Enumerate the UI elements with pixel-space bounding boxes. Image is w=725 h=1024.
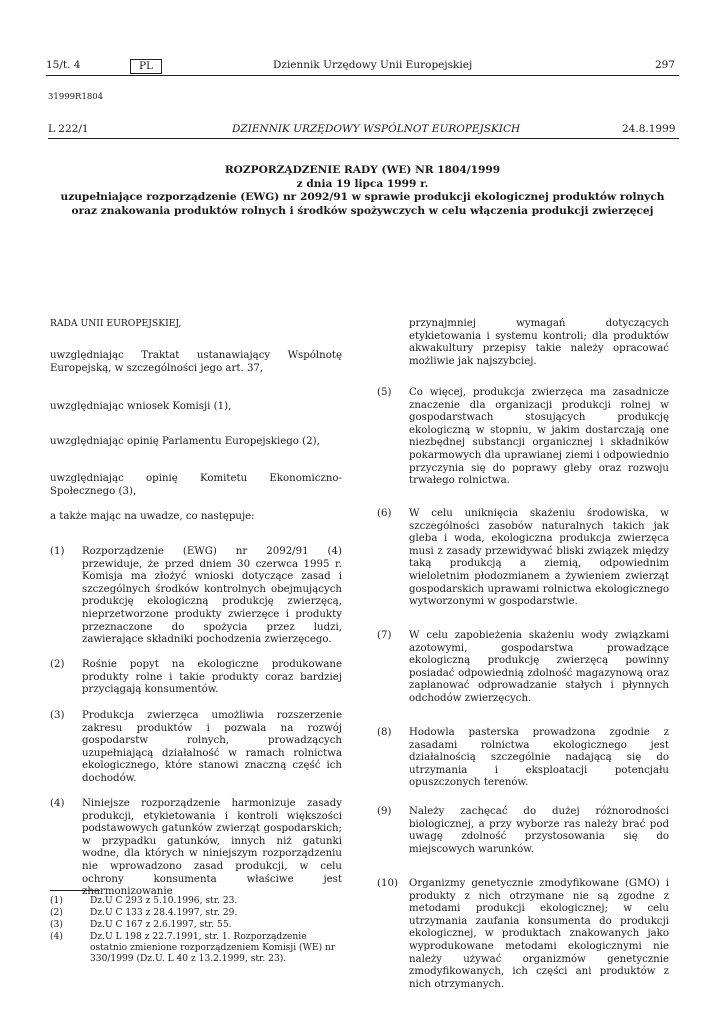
left-column: RADA UNII EUROPEJSKIEJ, uwzględniając Traktat ustanawiający Wspólnotę Europejską, w szczególności jego art. 37, uwzględniając wniosek Komisji (1), uwzględniając opinię Parlamentu Europejskiego (2), uwzględniając opinię Komitetu Ekonomiczno-Społecznego (3), a także mając na uwadze, co następuje: (1) Rozporządzenie (EWG) nr 2092/91 (4) przewiduje, że przed dniem 30 czerwca 1995 r. Komisja ma złożyć wnioski dotyczące zasad i szczególnych środków kontrolnych obejmujących produkcję ekologiczną produkcję zwierzęcą, nieprzetworzone produkty zwierzęce i produkty przeznaczone do spożycia przez ludzi, zawierające składniki pochodzenia zwierzęcego. (2) Rośnie popyt na ekologiczne produkowane produkty rolne i takie produkty coraz bardziej przyciągają konsumentów. (3) Produkcja zwierzęca umożliwia rozszerzenie zakresu produktów i pozwala na rozwój gospodarstw rolnych, prowadzących uzupełniającą działalność w ramach rolnictwa ekologicznego, które stanowi znaczną część ich dochodów. (4) Niniejsze rozporządzenie harmonizuje zasady produkcji, etykietowania i kontroli większości podstawowych gatunków zwierząt gospodarskich; w przypadku gatunków, innych niż gatunki wodne, dla których w niniejszym rozporządzeniu nie wprowadzono zasad produkcji, w celu ochrony konsumenta właściwe jest zharmonizowanie (1) Dz.U C 293 z 5.10.1996, str. 23. (2) Dz.U C 133 z 28.4.1997, str. 29. (3) Dz.U C 167 z 2.6.1997, str. 55. (4) Dz.U L 198 z 22.7.1991, str. 1. Rozporządzenie ostatnio zmienione rozporządzeniem Komisji (WE) nr 330/1999 (Dz.U. L 40 z 13.2.1999, str. 23).	[50, 318, 342, 965]
recital-number: (1)	[50, 546, 65, 557]
title-line-1: ROZPORZĄDZENIE RADY (WE) NR 1804/1999	[224, 164, 501, 176]
recital-number: (8)	[377, 727, 392, 738]
recital-text: Co więcej, produkcja zwierzęca ma zasadnicze znaczenie dla organizacji produkcji rolnej w gospodarstwach stosujących produkcję ekologiczną w stopniu, w jakim dostarczają one niezbędnej substancji organicznej i składników pokarmowych dla uprawianej ziemi i odpowiednio przyczynia się do poprawy gleby oraz rozwoju trwałego rolnictwa.	[409, 387, 669, 487]
title-line-3: uzupełniające rozporządzenie (EWG) nr 2092/91 w sprawie produkcji ekologicznej produktów rolnych	[60, 191, 665, 204]
right-column	[377, 0, 669, 1024]
oj-journal-title: DZIENNIK URZĘDOWY WSPÓLNOT EUROPEJSKICH	[232, 123, 521, 135]
citation-treaty: uwzględniając Traktat ustanawiający Wspólnotę Europejską, w szczególności jego art. 37,	[50, 350, 342, 374]
recital-text: Produkcja zwierzęca umożliwia rozszerzenie zakresu produktów i pozwala na rozwój gospodarstw rolnych, prowadzących uzupełniającą działalność w ramach rolnictwa ekologicznego, które stanowi znaczną część ich dochodów.	[82, 710, 342, 784]
recital-number: (10)	[377, 878, 398, 889]
recital-number: (9)	[377, 806, 392, 817]
recital-text: Rozporządzenie (EWG) nr 2092/91 (4) przewiduje, że przed dniem 30 czerwca 1995 r. Komisja ma złożyć wnioski dotyczące zasad i szczególnych środków kontrolnych obejmujących produkcję ekologiczną produkcję zwierzęcą, nieprzetworzone produkty zwierzęce i produkty przeznaczone do spożycia przez ludzi, zawierające składniki pochodzenia zwierzęcego.	[82, 546, 342, 646]
recital-text: W celu zapobieżenia skażeniu wody związkami azotowymi, gospodarstwa prowadzące ekologiczną produkcję zwierzęcą powinny posiadać odpowiednią zdolność magazynową oraz zaplanować odprowadzanie stałych i płynnych odchodów zwierzęcych.	[409, 630, 669, 704]
recital-number: (4)	[50, 798, 65, 809]
recital-number: (2)	[50, 659, 65, 670]
recital-text: Należy zachęcać do dużej różnorodności biologicznej, a przy wyborze ras należy brać pod uwagę zdolność przystosowania się do miejscowych warunków.	[409, 806, 669, 855]
council-heading: RADA UNII EUROPEJSKIEJ,	[50, 318, 182, 329]
journal-title: Dziennik Urzędowy Unii Europejskiej	[273, 59, 473, 71]
recital-text: Hodowla pasterska prowadzona zgodnie z zasadami rolnictwa ekologicznego jest działalnością szczególnie nadającą się do utrzymania i eksploatacji potencjału opuszczonych terenów.	[409, 727, 669, 789]
recital-text: Organizmy genetycznie zmodyfikowane (GMO) i produkty z nich otrzymane nie są zgodne z metodami produkcji ekologicznej; w celu utrzymania zaufania konsumenta do produkcji ekologicznej, w produktach znakowanych jako wyprodukowane metodami ekologicznymi nie należy używać organizmów genetycznie zmodyfikowanych, ich części ani produktów z nich otrzymanych.	[409, 878, 669, 990]
citation-parliament: uwzględniając opinię Parlamentu Europejskiego (2),	[50, 436, 320, 447]
recital-text: Niniejsze rozporządzenie harmonizuje zasady produkcji, etykietowania i kontroli większości podstawowych gatunków zwierząt gospodarskich; w przypadku gatunków, innych niż gatunki wodne, dla których w niniejszym rozporządzeniu nie wprowadzono zasad produkcji, w celu ochrony konsumenta właściwe jest zharmonizowanie	[82, 798, 342, 898]
citation-committee: uwzględniając opinię Komitetu Ekonomiczno-Społecznego (3),	[50, 473, 342, 497]
whereas-intro: a także mając na uwadze, co następuje:	[50, 511, 255, 522]
oj-date: 24.8.1999	[622, 123, 676, 135]
page-number: 297	[655, 59, 676, 71]
recital-text: Rośnie popyt na ekologiczne produkowane produkty rolne i takie produkty coraz bardziej przyciągają konsumentów.	[82, 659, 342, 696]
recital-number: (5)	[377, 387, 392, 398]
celex-number: 31999R1804	[48, 92, 104, 102]
language-badge: PL	[130, 59, 162, 74]
recital-text: W celu uniknięcia skażeniu środowiska, w szczególności zasobów naturalnych takich jak gleba i woda, ekologiczna produkcja zwierzęca musi z zasady przewidywać bliski związek między taką produkcją a ziemią, odpowiednim wieloletnim płodozmianem a żywieniem zwierząt gospodarskich uprawami rolnictwa ekologicznego wytworzonymi w gospodarstwie.	[409, 508, 669, 608]
oj-reference: L 222/1	[48, 123, 89, 135]
recital-number: (7)	[377, 630, 392, 641]
footnote-rule	[50, 890, 100, 891]
recital-number: (3)	[50, 710, 65, 721]
citation-commission: uwzględniając wniosek Komisji (1),	[50, 401, 232, 412]
title-line-2: z dnia 19 lipca 1999 r.	[296, 177, 429, 190]
volume-label: 15/t. 4	[46, 59, 81, 71]
recital-continuation: przynajmniej wymagań dotyczących etykietowania i systemu kontroli; dla produktów akwakultury przepisy takie należy opracować możliwie jak najszybciej.	[409, 318, 669, 367]
title-line-4: oraz znakowania produktów rolnych i środków spożywczych w celu włączenia produkcji zwierzęcej	[71, 204, 654, 217]
recital-number: (6)	[377, 508, 392, 519]
